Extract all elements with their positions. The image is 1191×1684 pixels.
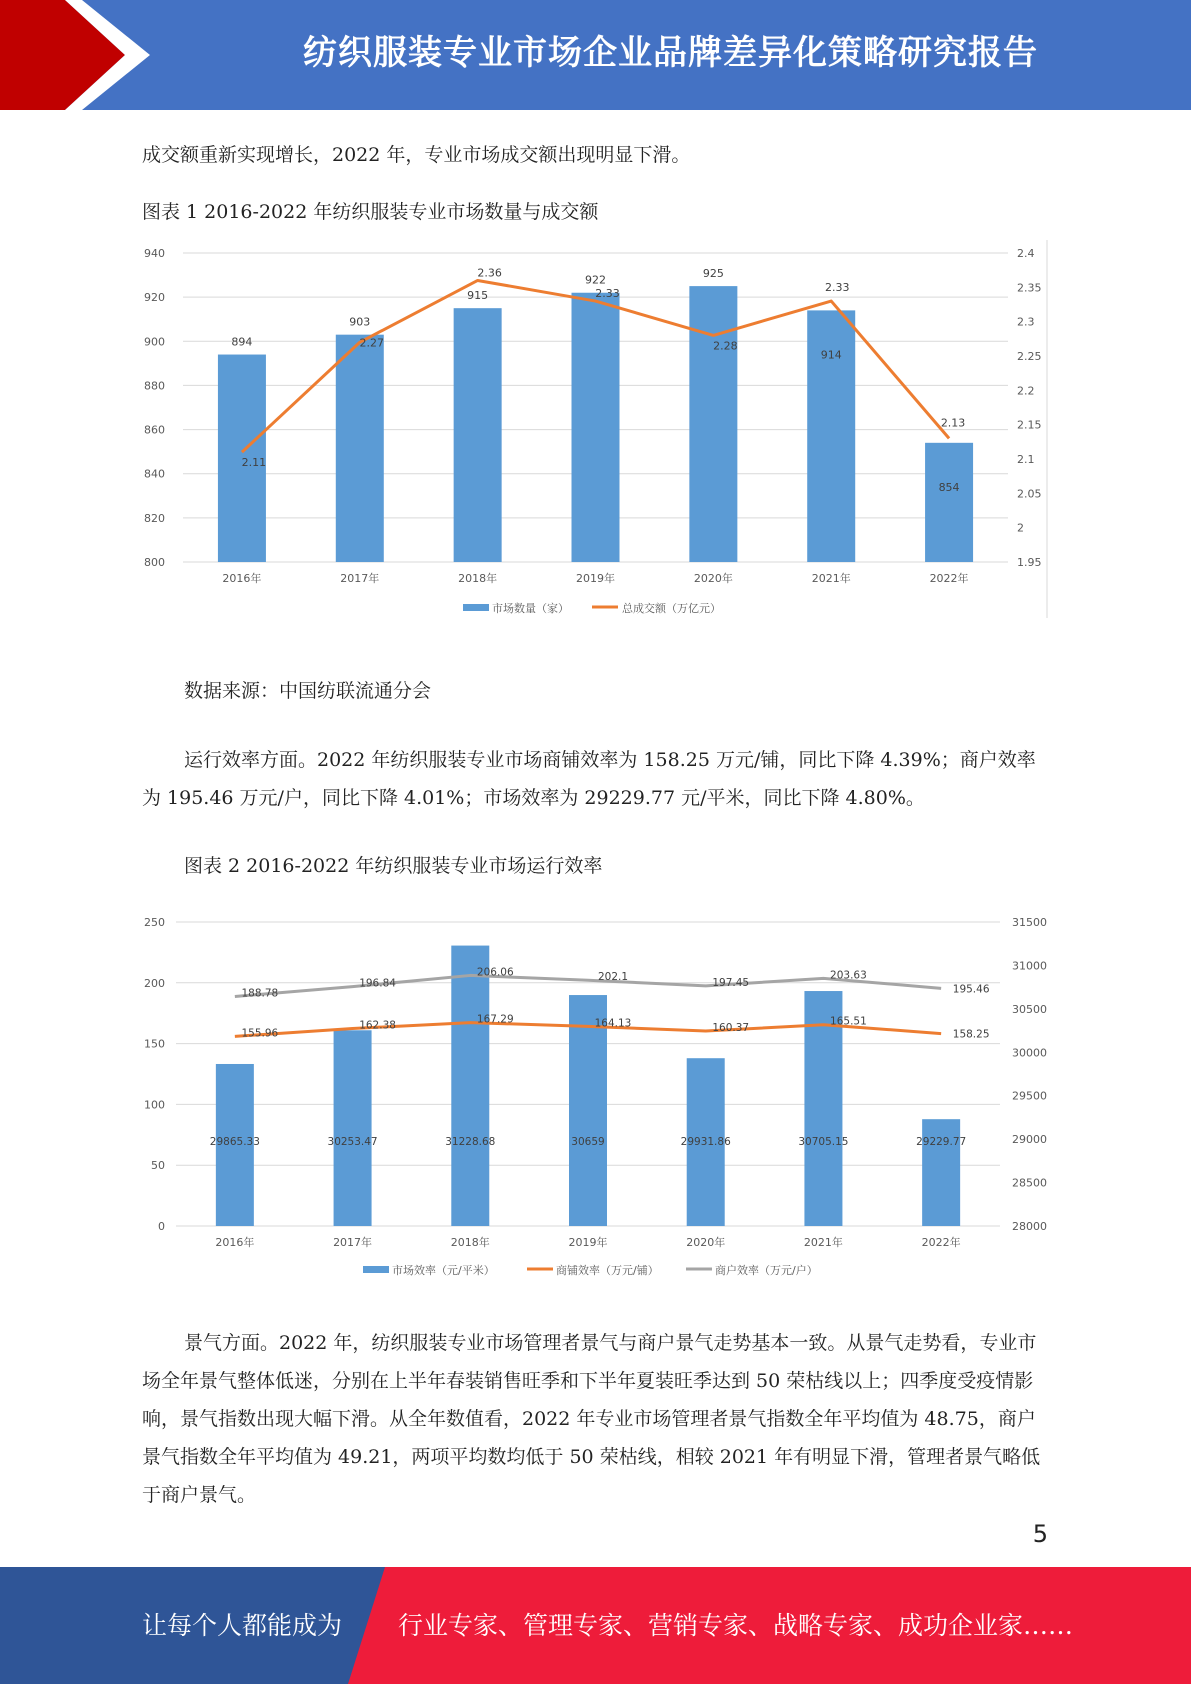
chart1-right-tick-label: 2 (1017, 521, 1024, 535)
chart2-line-label: 158.25 (952, 1028, 990, 1041)
chart1-bar-label: 854 (938, 480, 960, 494)
chart1-line-label: 2.28 (713, 339, 738, 353)
chart2-category-label: 2019年 (568, 1236, 608, 1249)
chart1-right-tick-label: 2.05 (1017, 487, 1042, 501)
header-arrow-decoration (0, 0, 160, 110)
footer-slogan-left: 让每个人都能成为 (142, 1611, 343, 1640)
chart1-category-label: 2020年 (693, 572, 733, 585)
chart2-line-label: 155.96 (241, 1027, 279, 1040)
chart1-right-tick-label: 2.3 (1017, 315, 1035, 329)
chart1-right-tick-label: 2.1 (1017, 453, 1035, 466)
chart2-left-tick-label: 200 (144, 976, 165, 990)
chart1-bar (336, 335, 384, 562)
chart2-line-label: 160.37 (712, 1021, 750, 1034)
data-source: 数据来源：中国纺联流通分会 (184, 680, 432, 702)
chart1-left-tick-label: 940 (144, 247, 165, 260)
chart1-line-label: 2.27 (359, 336, 385, 350)
chart1-bar (689, 286, 737, 562)
chart2-category-label: 2020年 (686, 1236, 726, 1249)
chart2-left-tick-label: 150 (144, 1037, 165, 1051)
chart2-line-label: 165.51 (830, 1015, 867, 1028)
chart2-category-label: 2018年 (450, 1236, 490, 1249)
chart2-line-label: 206.06 (476, 966, 514, 979)
chart2-line-label: 203.63 (830, 969, 867, 982)
chart2-line-label: 195.46 (952, 983, 990, 996)
chart1-right-tick-label: 1.95 (1017, 556, 1042, 569)
chart1-caption: 图表 1 2016-2022 年纺织服装专业市场数量与成交额 (142, 201, 599, 223)
chart1-left-tick-label: 840 (144, 467, 165, 481)
chart1-right-tick-label: 2.35 (1017, 281, 1042, 295)
chart2-line-label: 164.13 (594, 1017, 632, 1030)
chart1-right-tick-label: 2.25 (1017, 350, 1042, 363)
chart2-line-label: 188.78 (241, 987, 279, 1000)
chart1-category-label: 2017年 (340, 572, 380, 585)
chart2-bar-label: 29931.86 (680, 1136, 731, 1149)
chart1-left-tick-label: 860 (144, 423, 165, 437)
page-number: 5 (1032, 1520, 1048, 1548)
chart1-market-count-and-turnover (0, 235, 1191, 625)
chart1-bar (572, 293, 620, 562)
chart1-left-tick-label: 800 (144, 556, 165, 569)
chart2-right-tick-label: 31500 (1012, 916, 1047, 929)
chart2-right-tick-label: 30500 (1012, 1002, 1047, 1016)
chart1-legend-label: 总成交额（万亿元） (622, 602, 721, 615)
chart1-line-label: 2.33 (824, 281, 850, 295)
chart1-bar (454, 308, 502, 562)
chart1-line-label: 2.13 (940, 416, 966, 430)
chart1-left-tick-label: 900 (144, 335, 165, 349)
chart2-right-tick-label: 29000 (1012, 1133, 1047, 1147)
page-header (0, 0, 1191, 110)
chart1-bar-label: 894 (231, 335, 253, 349)
chart2-line-label: 202.1 (597, 971, 629, 984)
chart2-legend-label: 商户效率（万元/户） (715, 1264, 818, 1277)
chart2-legend-label: 市场效率（元/平米） (392, 1264, 495, 1277)
chart2-bar-label: 30705.15 (798, 1136, 849, 1149)
chart1-bar-label: 915 (467, 289, 489, 303)
chart2-category-label: 2021年 (803, 1236, 843, 1249)
chart2-left-tick-label: 250 (144, 916, 165, 929)
chart1-category-label: 2022年 (929, 572, 969, 585)
chart2-bar-label: 29865.33 (209, 1136, 260, 1149)
chart2-bar (569, 995, 607, 1226)
chart1-legend-label: 市场数量（家） (492, 602, 569, 615)
chart1-bar-label: 922 (585, 273, 606, 287)
chart1-bar-label: 925 (702, 267, 724, 281)
chart2-right-tick-label: 29500 (1012, 1089, 1047, 1103)
chart1-right-tick-label: 2.15 (1017, 418, 1042, 432)
chart1-bar-label: 903 (349, 315, 371, 329)
chart1-right-tick-label: 2.4 (1017, 247, 1035, 260)
chart2-category-label: 2017年 (333, 1236, 373, 1249)
chart1-category-label: 2021年 (811, 572, 851, 585)
chart1-category-label: 2019年 (576, 572, 615, 585)
chart2-caption: 图表 2 2016-2022 年纺织服装专业市场运行效率 (184, 855, 603, 877)
chart2-bar (451, 946, 489, 1226)
chart2-legend-label: 商铺效率（万元/铺） (556, 1264, 659, 1277)
chart2-operating-efficiency (0, 905, 1191, 1285)
chart2-bar-label: 31228.68 (445, 1136, 496, 1149)
chart1-bar-label: 914 (820, 348, 842, 362)
chart2-legend-swatch-bar (363, 1266, 389, 1273)
footer-slogan-right: 行业专家、管理专家、营销专家、战略专家、成功企业家…… (398, 1611, 1074, 1640)
intro-paragraph: 成交额重新实现增长，2022 年，专业市场成交额出现明显下滑。 (142, 144, 691, 166)
chart1-left-tick-label: 880 (144, 379, 165, 393)
chart1-legend-swatch-bar (463, 604, 489, 611)
chart1-category-label: 2018年 (458, 572, 498, 585)
chart2-line-label: 196.84 (359, 977, 396, 990)
chart1-line-label: 2.11 (241, 456, 267, 470)
chart2-bar (334, 1030, 372, 1226)
chart1-line-label: 2.33 (595, 287, 620, 301)
chart2-category-label: 2022年 (921, 1236, 961, 1249)
chart1-right-tick-label: 2.2 (1017, 384, 1035, 398)
chart2-bar-label: 29229.77 (916, 1136, 967, 1149)
chart2-category-label: 2016年 (215, 1236, 255, 1249)
climate-paragraph: 景气方面。2022 年，纺织服装专业市场管理者景气与商户景气走势基本一致。从景气走势看，专业市场全年景气整体低迷，分别在上半年春装销售旺季和下半年夏装旺季达到 50 荣枯线以上；四季度受疫情影响，景气指数出现大幅下滑。从全年数值看，2022 年专业市场管理者景气指数全年平均值为 48.75，商户景气指数全年平均值为 49.21，两项平均数均低于 50 荣枯线，相较 2021 年有明显下滑，管理者景气略低于商户景气。 (142, 1332, 1041, 1506)
chart2-left-tick-label: 100 (144, 1098, 165, 1112)
chart1-left-tick-label: 920 (144, 291, 165, 305)
chart2-line-label: 167.29 (476, 1013, 514, 1026)
chart2-bar-label: 30253.47 (327, 1136, 378, 1149)
chart2-right-tick-label: 28000 (1012, 1220, 1047, 1233)
chart1-category-label: 2016年 (222, 572, 262, 585)
report-title: 纺织服装专业市场企业品牌差异化策略研究报告 (303, 33, 1038, 73)
chart2-right-tick-label: 30000 (1012, 1046, 1047, 1060)
chart2-line-label: 197.45 (712, 976, 750, 989)
chart2-right-tick-label: 28500 (1012, 1176, 1047, 1190)
chart1-bar (925, 443, 973, 562)
chart2-line-label: 162.38 (359, 1019, 396, 1032)
chart2-right-tick-label: 31000 (1012, 959, 1047, 973)
chart2-left-tick-label: 50 (151, 1159, 165, 1173)
page-footer (0, 1567, 1191, 1684)
chart1-line-label: 2.36 (477, 266, 502, 280)
efficiency-paragraph: 运行效率方面。2022 年纺织服装专业市场商铺效率为 158.25 万元/铺，同比下降 4.39%；商户效率为 195.46 万元/户，同比下降 4.01%；市场效率为 29229.77 元/平米，同比下降 4.80%。 (142, 749, 1036, 809)
chart2-left-tick-label: 0 (158, 1220, 165, 1233)
chart1-left-tick-label: 820 (144, 511, 165, 525)
chart2-bar-label: 30659 (571, 1136, 605, 1149)
